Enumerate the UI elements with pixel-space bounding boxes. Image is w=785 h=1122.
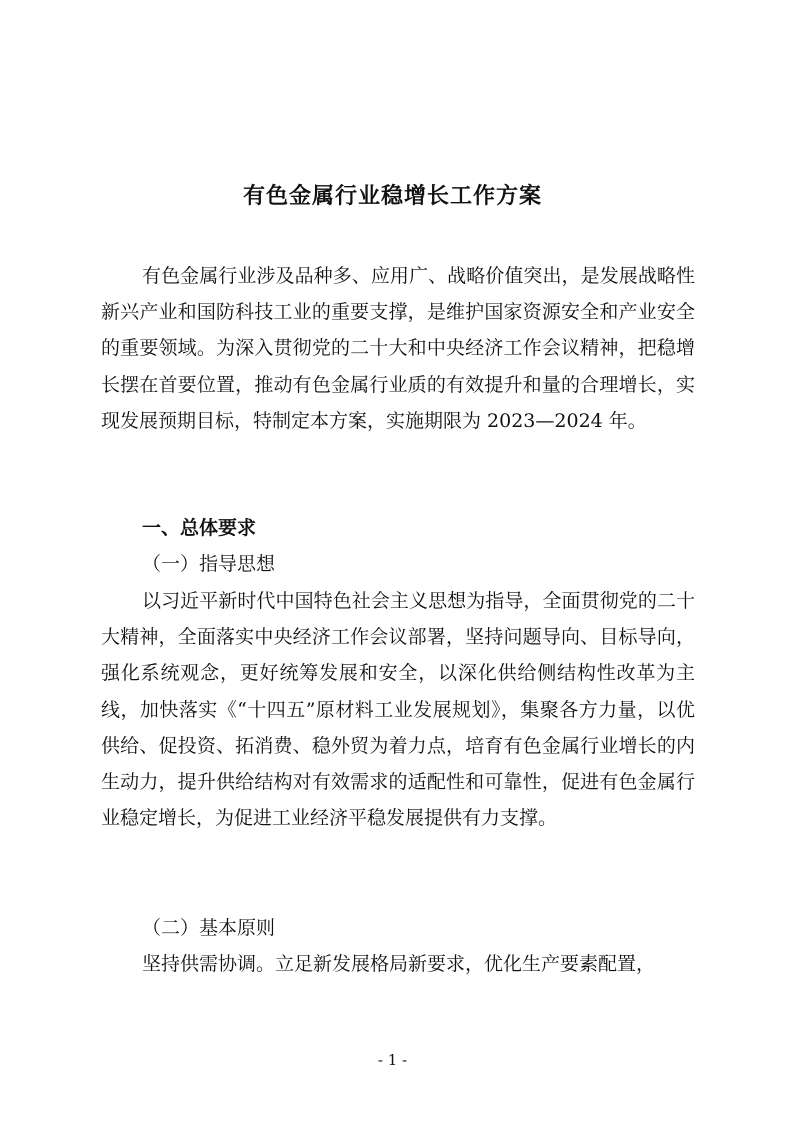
subsection-heading-basic-principles: （二）基本原则: [142, 917, 276, 939]
guiding-ideology-paragraph: 以习近平新时代中国特色社会主义思想为指导，全面贯彻党的二十大精神，全面落实中央经济工作会议部署，坚持问题导向、目标导向，强化系统观念，更好统筹发展和安全，以深化供给侧结构性改革为主线，加快落实《“十四五”原材料工业发展规划》，集聚各方力量，以优供给、促投资、拓消费、稳外贸为着力点，培育有色金属行业增长的内生动力，提升供给结构对有效需求的适配性和可靠性，促进有色金属行业稳定增长，为促进工业经济平稳发展提供有力支撑。: [101, 590, 695, 830]
guiding-ideology-block: [101, 583, 695, 836]
subsection-heading-guiding-ideology: （一）指导思想: [142, 553, 276, 575]
page-number: - 1 -: [377, 1051, 408, 1069]
basic-principles-paragraph: 坚持供需协调。立足新发展格局新要求，优化生产要素配置，: [142, 953, 656, 975]
basic-principles-block: [101, 946, 695, 982]
section-heading-general-requirements: 一、总体要求: [142, 517, 257, 539]
document-title: 有色金属行业稳增长工作方案: [242, 184, 542, 209]
intro-paragraph-block: [101, 258, 695, 439]
intro-paragraph: 有色金属行业涉及品种多、应用广、战略价值突出，是发展战略性新兴产业和国防科技工业的重要支撑，是维护国家资源安全和产业安全的重要领域。为深入贯彻党的二十大和中央经济工作会议精神，把稳增长摆在首要位置，推动有色金属行业质的有效提升和量的合理增长，实现发展预期目标，特制定本方案，实施期限为 2023—2024 年。: [101, 265, 695, 432]
